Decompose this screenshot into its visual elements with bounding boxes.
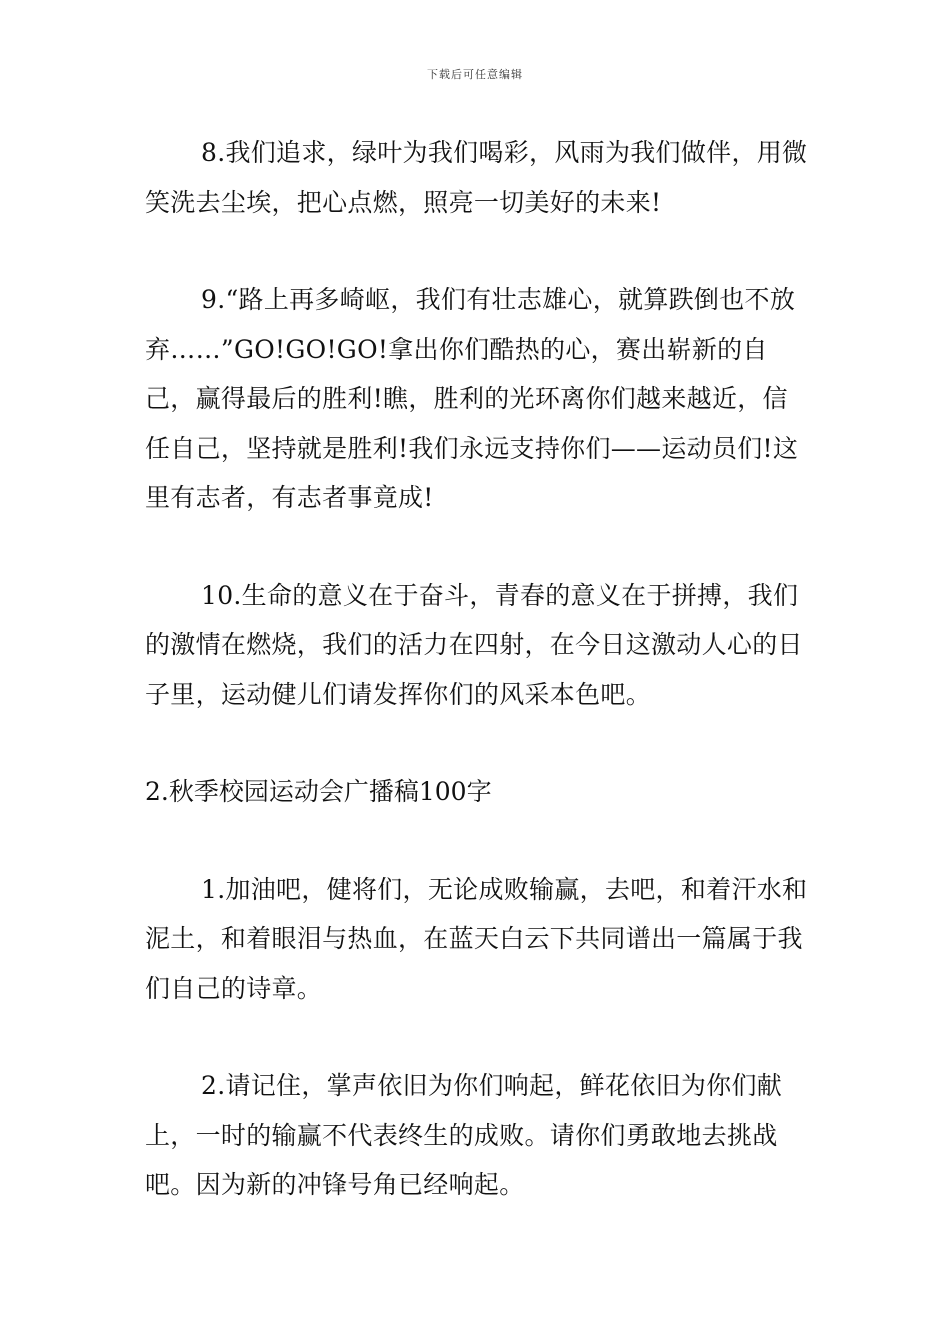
document-body bbox=[145, 128, 813, 1210]
paragraph-8: 8.我们追求，绿叶为我们喝彩，风雨为我们做伴，用微笑洗去尘埃，把心点燃，照亮一切美好的未来! bbox=[145, 138, 808, 217]
paragraph-9: 9.“路上再多崎岖，我们有壮志雄心，就算跌倒也不放弃……”GO!GO!GO!拿出你们酷热的心，赛出崭新的自己，赢得最后的胜利!瞧，胜利的光环离你们越来越近，信任自己，坚持就是胜利!我们永远支持你们——运动员们!这里有志者，有志者事竟成! bbox=[145, 285, 799, 512]
section-paragraph-1: 1.加油吧，健将们，无论成败输赢，去吧，和着汗水和泥土，和着眼泪与热血，在蓝天白云下共同谱出一篇属于我们自己的诗章。 bbox=[145, 874, 808, 1003]
paragraph-10: 10.生命的意义在于奋斗，青春的意义在于拼搏，我们的激情在燃烧，我们的活力在四射，在今日这激动人心的日子里，运动健儿们请发挥你们的风采本色吧。 bbox=[145, 580, 803, 709]
page-header-note: 下载后可任意编辑 bbox=[427, 68, 523, 81]
section-paragraph-2: 2.请记住，掌声依旧为你们响起，鲜花依旧为你们献上，一时的输赢不代表终生的成败。请你们勇敢地去挑战吧。因为新的冲锋号角已经响起。 bbox=[145, 1071, 783, 1199]
section-heading: 2.秋季校园运动会广播稿100字 bbox=[145, 777, 492, 806]
